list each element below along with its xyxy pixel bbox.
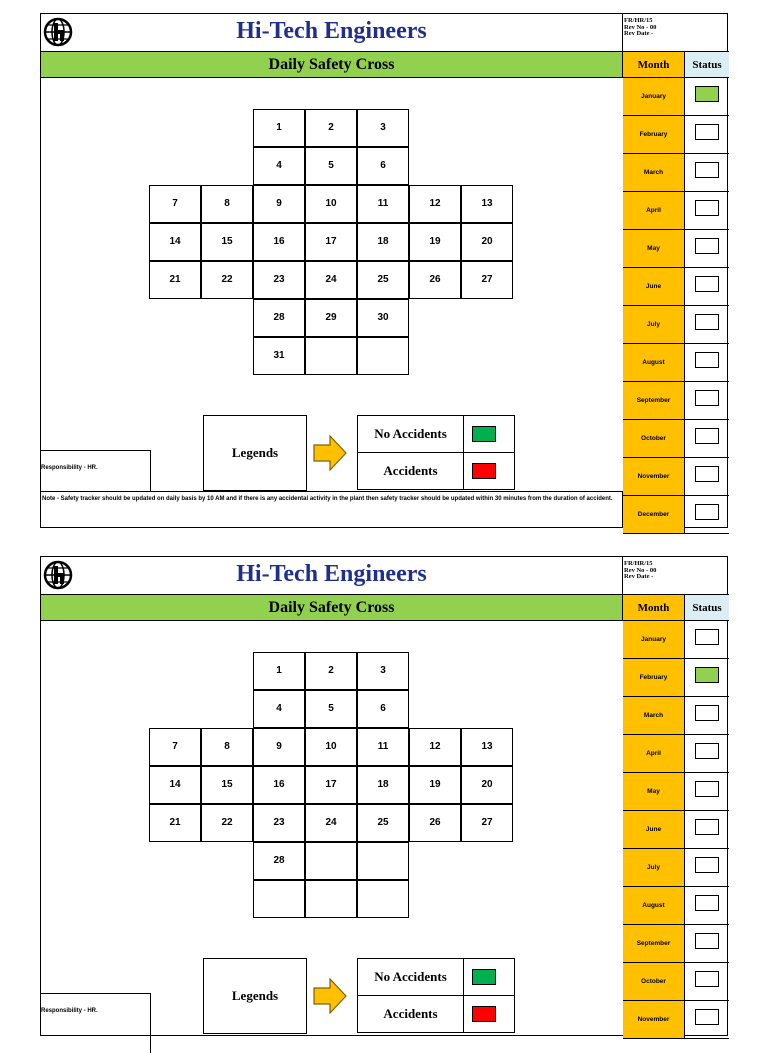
month-cell: April xyxy=(623,735,685,773)
day-cell[interactable]: 15 xyxy=(201,223,253,261)
status-cell xyxy=(685,735,729,773)
month-cell: January xyxy=(623,621,685,659)
day-cell[interactable]: 26 xyxy=(409,261,461,299)
day-cell[interactable] xyxy=(253,880,305,918)
day-cell[interactable]: 3 xyxy=(357,652,409,690)
status-cell xyxy=(685,268,729,306)
legend-title: Legends xyxy=(203,415,307,491)
day-cell[interactable] xyxy=(357,880,409,918)
status-checkbox[interactable] xyxy=(695,124,719,140)
note-text: Note - Safety tracker should be updated on daily basis by 10 AM and if there is any accidental activity in the plant then safety tracker should be updated within 30 minutes from the duration of accident. xyxy=(41,491,623,528)
sheet-title: Daily Safety Cross xyxy=(41,595,623,621)
status-cell xyxy=(685,116,729,154)
day-cell[interactable]: 27 xyxy=(461,261,513,299)
safety-cross-sheet-2 xyxy=(40,556,728,1036)
status-cell xyxy=(685,659,729,697)
day-cell[interactable]: 23 xyxy=(253,261,305,299)
status-checkbox[interactable] xyxy=(695,819,719,835)
legend-title: Legends xyxy=(203,958,307,1034)
status-cell xyxy=(685,230,729,268)
doc-ref-line: FR/HR/15 xyxy=(624,17,653,24)
status-cell xyxy=(685,496,729,534)
day-cell[interactable]: 1 xyxy=(253,109,305,147)
day-cell[interactable]: 2 xyxy=(305,109,357,147)
day-cell[interactable] xyxy=(305,337,357,375)
status-checkbox[interactable] xyxy=(695,238,719,254)
doc-ref-line: Rev No - 00 xyxy=(624,23,657,31)
header-bar xyxy=(41,557,623,595)
status-checkbox[interactable] xyxy=(695,971,719,987)
document-reference xyxy=(623,14,729,52)
day-cell[interactable]: 21 xyxy=(149,804,201,842)
status-checkbox[interactable] xyxy=(695,857,719,873)
status-checkbox[interactable] xyxy=(695,1009,719,1025)
month-cell: May xyxy=(623,773,685,811)
legend-accidents-label: Accidents xyxy=(358,996,464,1032)
status-cell xyxy=(685,811,729,849)
day-cell[interactable]: 4 xyxy=(253,147,305,185)
day-cell[interactable]: 25 xyxy=(357,804,409,842)
status-cell xyxy=(685,887,729,925)
status-checkbox[interactable] xyxy=(695,276,719,292)
month-cell: February xyxy=(623,116,685,154)
company-name: Hi-Tech Engineers xyxy=(236,561,427,587)
status-cell xyxy=(685,192,729,230)
day-cell[interactable]: 23 xyxy=(253,804,305,842)
status-cell xyxy=(685,621,729,659)
day-cell[interactable]: 15 xyxy=(201,766,253,804)
day-cell[interactable]: 19 xyxy=(409,223,461,261)
month-cell: December xyxy=(623,496,685,534)
status-cell xyxy=(685,344,729,382)
month-cell: September xyxy=(623,925,685,963)
day-cell[interactable]: 17 xyxy=(305,766,357,804)
day-cell[interactable]: 4 xyxy=(253,690,305,728)
day-cell[interactable]: 5 xyxy=(305,147,357,185)
month-cell: November xyxy=(623,458,685,496)
day-cell[interactable]: 26 xyxy=(409,804,461,842)
day-cell[interactable]: 11 xyxy=(357,728,409,766)
legend-no-accidents xyxy=(357,415,515,453)
day-cell[interactable]: 10 xyxy=(305,728,357,766)
day-cell[interactable]: 2 xyxy=(305,652,357,690)
day-cell[interactable]: 17 xyxy=(305,223,357,261)
no-accidents-swatch xyxy=(472,426,496,442)
month-column-header: Month xyxy=(623,595,685,621)
day-cell[interactable] xyxy=(305,880,357,918)
day-cell[interactable]: 13 xyxy=(461,728,513,766)
sheet-title: Daily Safety Cross xyxy=(41,52,623,78)
legend-no-accidents-label: No Accidents xyxy=(358,416,464,452)
status-cell xyxy=(685,382,729,420)
status-cell xyxy=(685,154,729,192)
day-cell[interactable]: 8 xyxy=(201,728,253,766)
status-checkbox[interactable] xyxy=(695,743,719,759)
status-checkbox[interactable] xyxy=(695,504,719,520)
company-name: Hi-Tech Engineers xyxy=(236,18,427,44)
day-cell[interactable]: 28 xyxy=(253,842,305,880)
day-cell[interactable]: 24 xyxy=(305,804,357,842)
month-cell: March xyxy=(623,697,685,735)
doc-ref-line: FR/HR/15 xyxy=(624,560,653,567)
legend-accidents xyxy=(357,452,515,490)
accidents-swatch xyxy=(472,1006,496,1022)
month-cell: February xyxy=(623,659,685,697)
legend-no-accidents xyxy=(357,958,515,996)
header-bar xyxy=(41,14,623,52)
day-cell[interactable]: 25 xyxy=(357,261,409,299)
no-accidents-swatch xyxy=(472,969,496,985)
day-cell[interactable]: 1 xyxy=(253,652,305,690)
month-cell: June xyxy=(623,268,685,306)
day-cell[interactable]: 31 xyxy=(253,337,305,375)
day-cell[interactable]: 22 xyxy=(201,804,253,842)
month-cell: August xyxy=(623,344,685,382)
day-cell[interactable]: 22 xyxy=(201,261,253,299)
month-cell: July xyxy=(623,849,685,887)
responsibility-box xyxy=(41,993,151,1053)
status-checkbox[interactable] xyxy=(695,428,719,444)
status-checkbox[interactable] xyxy=(695,162,719,178)
month-cell: November xyxy=(623,1001,685,1039)
status-checkbox[interactable] xyxy=(695,314,719,330)
day-cell[interactable]: 12 xyxy=(409,728,461,766)
status-cell xyxy=(685,925,729,963)
status-cell xyxy=(685,849,729,887)
arrow-right-icon xyxy=(313,978,347,1014)
responsibility-text: Responsibility - HR. xyxy=(41,465,98,471)
day-cell[interactable]: 7 xyxy=(149,728,201,766)
day-cell[interactable]: 13 xyxy=(461,185,513,223)
day-cell[interactable]: 19 xyxy=(409,766,461,804)
status-checkbox[interactable] xyxy=(695,86,719,102)
day-cell[interactable]: 9 xyxy=(253,728,305,766)
month-cell: June xyxy=(623,811,685,849)
day-cell[interactable]: 9 xyxy=(253,185,305,223)
safety-cross-sheet-1 xyxy=(40,13,728,528)
day-cell[interactable]: 30 xyxy=(357,299,409,337)
status-checkbox[interactable] xyxy=(695,705,719,721)
legend-no-accidents-label: No Accidents xyxy=(358,959,464,995)
month-cell: May xyxy=(623,230,685,268)
day-cell[interactable]: 18 xyxy=(357,223,409,261)
doc-ref-line: Rev No - 00 xyxy=(624,566,657,574)
day-cell[interactable] xyxy=(357,842,409,880)
doc-ref-line: Rev Date - xyxy=(624,30,654,37)
day-cell[interactable]: 3 xyxy=(357,109,409,147)
month-cell: April xyxy=(623,192,685,230)
day-cell[interactable]: 16 xyxy=(253,766,305,804)
day-cell[interactable]: 6 xyxy=(357,690,409,728)
document-reference xyxy=(623,557,729,595)
status-checkbox[interactable] xyxy=(695,200,719,216)
legend-accidents xyxy=(357,995,515,1033)
arrow-right-icon xyxy=(313,435,347,471)
day-cell[interactable]: 11 xyxy=(357,185,409,223)
status-cell xyxy=(685,306,729,344)
legend-accidents-label: Accidents xyxy=(358,453,464,489)
status-cell xyxy=(685,773,729,811)
month-column-header: Month xyxy=(623,52,685,78)
status-checkbox[interactable] xyxy=(695,352,719,368)
day-cell[interactable]: 28 xyxy=(253,299,305,337)
month-cell: August xyxy=(623,887,685,925)
day-cell[interactable]: 27 xyxy=(461,804,513,842)
status-cell xyxy=(685,78,729,116)
day-cell[interactable]: 20 xyxy=(461,766,513,804)
month-cell: July xyxy=(623,306,685,344)
month-cell: September xyxy=(623,382,685,420)
month-cell: October xyxy=(623,420,685,458)
day-cell[interactable]: 18 xyxy=(357,766,409,804)
status-checkbox[interactable] xyxy=(695,390,719,406)
month-cell: October xyxy=(623,963,685,1001)
day-cell[interactable]: 5 xyxy=(305,690,357,728)
doc-ref-line: Rev Date - xyxy=(624,573,654,580)
status-checkbox[interactable] xyxy=(695,895,719,911)
day-cell[interactable]: 12 xyxy=(409,185,461,223)
month-cell: January xyxy=(623,78,685,116)
accidents-swatch xyxy=(472,463,496,479)
status-cell xyxy=(685,1001,729,1039)
status-cell xyxy=(685,697,729,735)
day-cell[interactable] xyxy=(357,337,409,375)
status-cell xyxy=(685,420,729,458)
day-cell[interactable]: 7 xyxy=(149,185,201,223)
day-cell[interactable]: 14 xyxy=(149,766,201,804)
day-cell[interactable]: 6 xyxy=(357,147,409,185)
day-cell[interactable] xyxy=(305,842,357,880)
status-checkbox[interactable] xyxy=(695,466,719,482)
status-cell xyxy=(685,963,729,1001)
day-cell[interactable]: 24 xyxy=(305,261,357,299)
day-cell[interactable]: 10 xyxy=(305,185,357,223)
day-cell[interactable]: 20 xyxy=(461,223,513,261)
status-checkbox[interactable] xyxy=(695,933,719,949)
month-cell: March xyxy=(623,154,685,192)
day-cell[interactable]: 29 xyxy=(305,299,357,337)
status-cell xyxy=(685,458,729,496)
day-cell[interactable]: 21 xyxy=(149,261,201,299)
status-column-header: Status xyxy=(685,595,729,621)
status-checkbox[interactable] xyxy=(695,629,719,645)
day-cell[interactable]: 8 xyxy=(201,185,253,223)
status-checkbox[interactable] xyxy=(695,781,719,797)
day-cell[interactable]: 14 xyxy=(149,223,201,261)
day-cell[interactable]: 16 xyxy=(253,223,305,261)
status-column-header: Status xyxy=(685,52,729,78)
responsibility-text: Responsibility - HR. xyxy=(41,1008,98,1014)
status-checkbox[interactable] xyxy=(695,667,719,683)
